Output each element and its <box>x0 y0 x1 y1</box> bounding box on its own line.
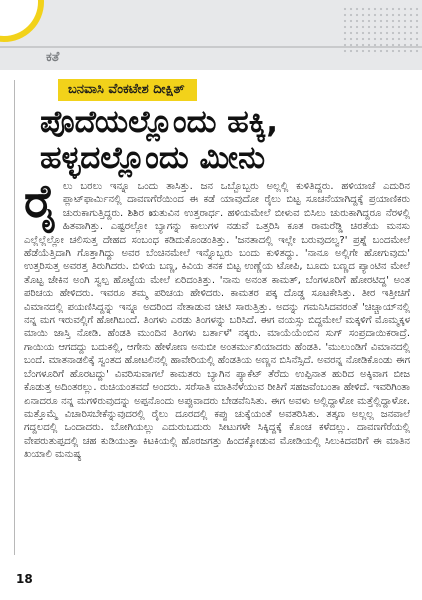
page-number: 18 <box>16 572 33 586</box>
article-body <box>24 180 410 570</box>
drop-cap: ರೈ <box>24 180 58 228</box>
header-rule <box>0 46 422 48</box>
decorative-dot-grid <box>342 6 422 56</box>
margin-rule <box>14 80 15 555</box>
article-paragraph <box>24 180 410 462</box>
article-text: ಲು ಬರಲು ಇನ್ನೂ ಒಂದು ತಾಸಿತ್ತು. ಜನ ಒಬ್ಬೊಬ್ಬರು ಅಲ್ಲಲ್ಲಿ ಕುಳಿತಿದ್ದರು. ಹಳಿಯಾಚೆ ಎದುರಿನ ಪ್ಲಾಟ್‌ಫಾರ್ಮಿನಲ್ಲಿ ದಾವಣಗೆರೆಯಿಂದ ಈ ಕಡೆ ಯಾವುದೋ ರೈಲು ಬಿಟ್ಟ ಸೂಚನೆಯಾಗಿದ್ದಕ್ಕೆ ಪ್ರಯಾಣಿಕರು ಚುರುಕಾಗುತ್ತಿದ್ದರು. ಶಿಶಿರ ಋತುವಿನ ಉತ್ತರಾರ್ಧ. ಹಳಿಯಮೇಲೆ ಬೀಳುವ ಬಿಸಿಲು ಚುರುಕಾಗಿದ್ದರೂ ನೆರಳಲ್ಲಿ ಹಿತವಾಗಿತ್ತು. ಎಷ್ಟರಲ್ಲೋ ಬ್ಯಾಗನ್ನು ಕಾಲುಗಳ ನಡುವೆ ಒತ್ತರಿಸಿ ಕೂತ ರಾಮರೆಡ್ಡಿ ಚಿರತೆಯ ಮನಸು ಎಲ್ಲೆಲ್ಲೆಲ್ಲೋ ಚಲಿಸುತ್ತ ದೇಹದ ಸಂಬಂಧ ಕಡಿದುಕೊಂಡಂತಿತ್ತು. 'ಜನತಾದಲ್ಲಿ ಇಲ್ಲೇ ಬರುವುದಲ್ವ?' ಪ್ರಶ್ನೆ ಬಂದಮೇಲೆ ಹೆಡೆಯೆತ್ತಿದಾಗಿ ಗೊತ್ತಾಗಿದ್ದು ಅವರ ಬೆಂಚಿನಮೇಲೆ ಇನ್ನೊಬ್ಬರು ಬಂದು ಕುಳಿತದ್ದು. 'ನಾನೂ ಅಲ್ಲಿಗೇ ಹೋಗುವುದು' ಉತ್ತರಿಸುತ್ತ ಅವರತ್ತ ತಿರುಗಿದರು. ಬಿಳಿಯ ಬಣ್ಣ, ಕಿವಿಯ ತನಕ ಬಿಟ್ಟ ಉಣ್ಣೆಯ ಟೋಪಿ, ಬೂದು ಬಣ್ಣದ ಪ್ಯಾಂಟಿನ ಮೇಲೆ ತೊಟ್ಟ ಜೇಕಿನ ಅಂಗಿ ಸ್ವಲ್ಪ ಹೊಟ್ಟೆಯ ಮೇಲೆ ಏರಿದಂತಿತ್ತು. 'ನಾನು ಅನಂತ ಕಾಮತ್, ಬೆಂಗಳೂರಿಗೆ ಹೋರಟಿದ್ದ' ಅಂತ ಪರಿಚಯ ಹೇಳಿದರು. ಇವರೂ ತಮ್ಮ ಪರಿಚಯ ಹೇಳಿದರು. ಕಾಮತರ ಪಕ್ಕ ದೊಡ್ಡ ಸೂಟಕೇಸಿತ್ತು. ತೀರ ಇತ್ತೀಚಿಗೆ ವಿಮಾನದಲ್ಲಿ ಪಯಣಿಸಿದ್ದನ್ನು ಇನ್ನೂ ಅದರಿಂದ ನೇತಾಡುವ ಚೀಟಿ ಸಾರುತ್ತಿತ್ತು. ಅದನ್ನು ಗಮನಿಸಿದವರಂತೆ 'ಚಿಚ್ಚಾಯ್‌ನಲ್ಲಿ ನನ್ನ ಮಗ ಇರುವಲ್ಲಿಗೆ ಹೋಗಿಬಂದೆ. ತಿಂಗಳು ಎರಡು ತಿಂಗಳನ್ನು ಬರಿಸಿದೆ. ಈಗ ವಯಸ್ಸು ಬಿದ್ದಮೇಲೆ ಮಕ್ಕಳಿಗೆ ಮೊಮ್ಮಕ್ಕಳ ಮಾಯಿ ಜಾಸ್ತಿ ನೋಡಿ. ಹೆಂಡತಿ ಮುಂದಿನ ತಿಂಗಳು ಬರ್ತಾಳೆ' ನಕ್ಕರು. ಮಾಯೆಯೆಂಬಿನ ಸುಗ್ ಸಂಪ್ರದಾಯಿಕರಾದ್ರೆ. ಗಾಯಿಯ ಆಗದದ್ದು ಬದುಕಲ್ಲಿ, ಆಗೇನು ಹೇಳೋಣ ಅನುಬೀ ಅಂತರ್ಮುಖಿಯಾದರು ಹೆಂಡತಿ. 'ಮುಲುಂಡಿಗೆ ವಿಮಾನದಲ್ಲಿ ಬಂದೆ. ಮಾತನಾಡಲಿಕ್ಕೆ ಸ್ವಂತದ ಹೋಟಲಿನಲ್ಲಿ ಹಾವೇರಿಯಲ್ಲಿ ಹೆಂಡತಿಯ ಅಣ್ಣನ ಬಿಸಿನೆಸ್ಸಿದೆ. ಅವರನ್ನ ನೋಡಿಕೊಂಡು ಈಗ ಬೆಂಗಳೂರಿಗೆ ಹೊರಟದ್ದು' ವಿವರಿಸುವಾಗಲೆ ಕಾಮತರು ಬ್ಯಾಗಿನ ಪ್ಯಾಕೆಟ್ ತೆರೆದು ಉಪ್ಪಿನಾತ ಹುರಿದ ಅಕ್ಕಿವಾಗ ಬೀಜ ಕೊಡುತ್ತ ಅದಿಂತರಲ್ಲು. ರುಚಿಯಂತವದೆ ಅಂದರು. ಸರೆಸಾತಿ ಮಾತಿನೆಳೆಯುವ ರೀತಿಗೆ ಸಹಜವೆಂಬಂತಾ ಹೇಳಿದೆ. ಇವರಿಗಿಂತಾ ಏನಾದರೂ ನನ್ನ ಮಗಳಿರುವುದನ್ನು ಅಪ್ಪನೊಂದು ಅಪ್ಪುವಾದರು ಬೇಡವೆನಿಸಿತು. ಈಗ ಅವಳು ಅಲ್ಲಿದ್ದಾಳೋ ಮತ್ತೆಲ್ಲಿದ್ದಾಳೋ. ಮತ್ತೊಮ್ಮೆ ವಿಚಾರಿಸಬೇಕೆನ್ನುವುದರಲ್ಲಿ ರೈಲು ದೂರದಲ್ಲಿ ಕಪ್ಪು ಚುಕ್ಕೆಯಂತೆ ಅವತರಿಸಿತು. ತತ್ಕಣ ಅಲ್ಲಲ್ಲ ಜನವಾಲೆ ಗದ್ದಲದಲ್ಲಿ ಒಂದಾದರು. ಬೋಗಿಯಲ್ಲು ಎದುರುಬದುರು ಸೀಟುಗಳೇ ಸಿಕ್ಕಿದ್ದಕ್ಕೆ ಕೊಂಚ ಕಳೆದಲ್ಲು. ದಾವಣಗೆರೆಯಲ್ಲಿ ವೇಪರುತುಪ್ಪದಲ್ಲಿ ಚಹ ಕುಡಿಯುತ್ತಾ ಕಿಟಕಿಯಲ್ಲಿ ಹೊರಜಗತ್ತು ಹಿಂದಕ್ಕೋಡುವ ಮೋಡಿಯಲ್ಲಿ ಸಿಲುಕಿದವರಿಗೆ ಈ ಮಾತಿನ ಖಯಾಲಿ ಮನುಷ್ಯ <box>24 181 410 461</box>
story-title-line-2: ಹಳ್ಳದಲ್ಲೊಂದು ಮೀನು <box>40 140 266 176</box>
author-banner: ಬನವಾಸಿ ವೆಂಕಟೇಶ ದೀಕ್ಷಿತ್ <box>58 79 197 101</box>
section-kicker: ಕತೆ <box>46 50 60 65</box>
story-title <box>40 104 410 176</box>
story-title-line-1: ಪೊದೆಯಲ್ಲೊಂದು ಹಕ್ಕಿ, <box>40 104 279 140</box>
